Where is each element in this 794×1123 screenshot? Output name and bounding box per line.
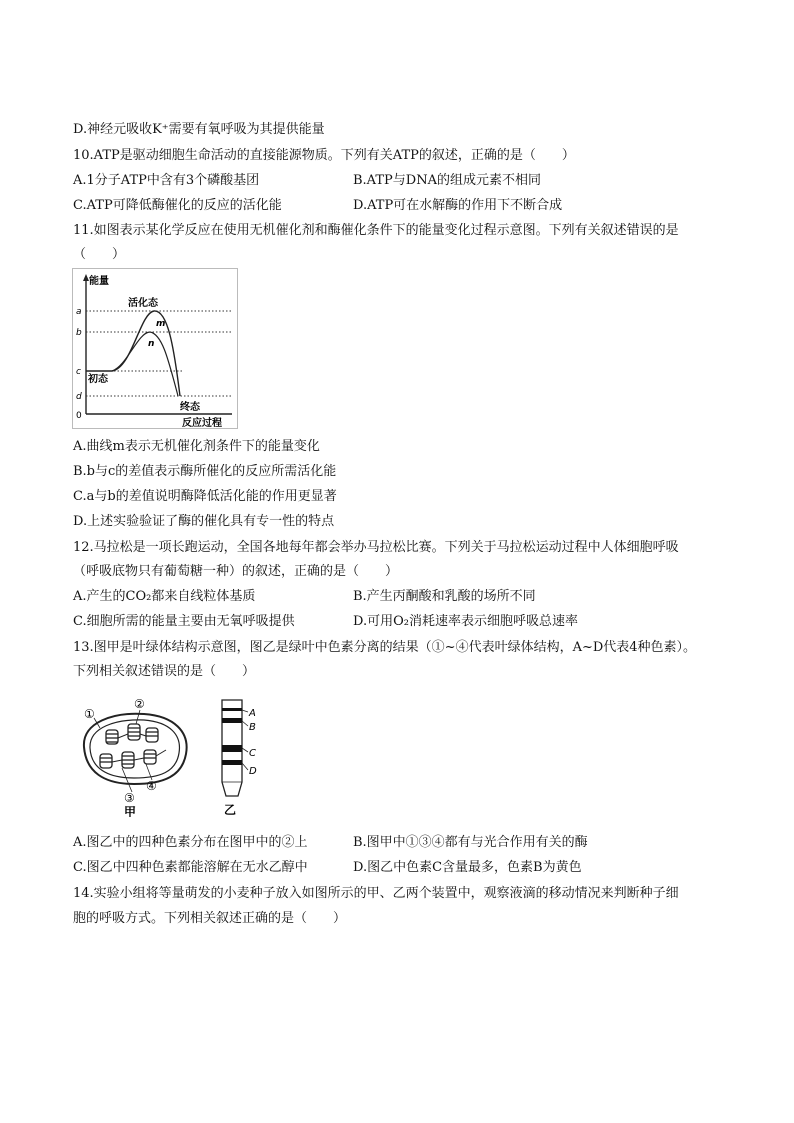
q12-stem-line1: 12.马拉松是一项长跑运动，全国各地每年都会举办马拉松比赛。下列关于马拉松运动过程中人体细胞呼吸	[73, 540, 679, 555]
final-state-label: 终态	[180, 402, 200, 413]
band-a	[222, 708, 242, 711]
level-d-label: d	[76, 392, 82, 402]
q10-option-c: C.ATP可降低酶催化的反应的活化能	[73, 198, 282, 213]
y-axis-label: 能量	[89, 276, 109, 287]
band-c-label: C	[249, 748, 256, 759]
q11-option-c: C.a与b的差值说明酶降低活化能的作用更显著	[73, 489, 337, 504]
curve-m-label: m	[156, 319, 166, 329]
q12-option-a: A.产生的CO₂都来自线粒体基质	[73, 589, 256, 604]
peak-label: 活化态	[128, 298, 158, 309]
q14-stem-line2: 胞的呼吸方式。下列相关叙述正确的是（ ）	[73, 911, 347, 926]
initial-state-label: 初态	[88, 374, 108, 385]
q13-option-d: D.图乙中色素C含量最多，色素B为黄色	[353, 860, 582, 875]
q13-stem-line2: 下列相关叙述错误的是（ ）	[73, 664, 256, 679]
q10-option-b: B.ATP与DNA的组成元素不相同	[353, 173, 541, 188]
q14-stem-line1: 14.实验小组将等量萌发的小麦种子放入如图所示的甲、乙两个装置中，观察液滴的移动情况来判断种子细	[73, 886, 679, 901]
q11-option-a: A.曲线m表示无机催化剂条件下的能量变化	[73, 439, 320, 454]
q13-stem-line1: 13.图甲是叶绿体结构示意图，图乙是绿叶中色素分离的结果（①~④代表叶绿体结构，A~D代表4种色素）。	[73, 640, 697, 655]
band-c	[222, 745, 242, 752]
label-2: ②	[134, 697, 145, 711]
q13-option-b: B.图甲中①③④都有与光合作用有关的酶	[353, 835, 588, 850]
q12-stem-line2: （呼吸底物只有葡萄糖一种）的叙述，正确的是（ ）	[73, 564, 399, 579]
figure-yi-label: 乙	[224, 803, 237, 817]
band-a-label: A	[249, 708, 256, 719]
q11-option-b: B.b与c的差值表示酶所催化的反应所需活化能	[73, 464, 337, 479]
q11-stem-line1: 11.如图表示某化学反应在使用无机催化剂和酶催化条件下的能量变化过程示意图。下列有关叙述错误的是	[73, 223, 679, 238]
level-b-label: b	[76, 328, 82, 338]
level-c-label: c	[76, 367, 81, 377]
figure-jia-label: 甲	[124, 805, 137, 817]
curve-n	[112, 332, 178, 396]
q10-option-a: A.1分子ATP中含有3个磷酸基团	[73, 173, 260, 188]
energy-diagram	[72, 268, 242, 430]
label-1: ①	[84, 707, 95, 721]
label-4: ④	[146, 779, 157, 793]
label-3: ③	[124, 791, 135, 805]
q10-stem: 10.ATP是驱动细胞生命活动的直接能源物质。下列有关ATP的叙述，正确的是（ ）	[73, 148, 575, 163]
grana-stacks	[100, 724, 158, 768]
q13-option-c: C.图乙中四种色素都能溶解在无水乙醇中	[73, 860, 308, 875]
q12-option-b: B.产生丙酮酸和乳酸的场所不同	[353, 589, 536, 604]
q12-option-c: C.细胞所需的能量主要由无氧呼吸提供	[73, 614, 295, 629]
band-b-label: B	[249, 722, 256, 733]
origin-label: 0	[76, 411, 82, 421]
q12-option-d: D.可用O₂消耗速率表示细胞呼吸总速率	[353, 614, 578, 629]
chromatography-diagram	[212, 692, 272, 817]
q13-option-a: A.图乙中的四种色素分布在图甲中的②上	[73, 835, 308, 850]
q10-option-d: D.ATP可在水解酶的作用下不断合成	[353, 198, 563, 213]
band-d	[222, 760, 242, 765]
band-d-label: D	[249, 766, 257, 777]
band-b	[222, 718, 242, 723]
q11-stem-line2: （ ）	[73, 247, 126, 262]
level-a-label: a	[76, 307, 82, 317]
chloroplast-diagram	[74, 692, 194, 817]
x-axis-label: 反应过程	[182, 418, 222, 429]
q11-option-d: D.上述实验验证了酶的催化具有专一性的特点	[73, 514, 335, 529]
curve-n-label: n	[148, 339, 155, 349]
q9-option-d: D.神经元吸收K⁺需要有氧呼吸为其提供能量	[73, 122, 325, 137]
